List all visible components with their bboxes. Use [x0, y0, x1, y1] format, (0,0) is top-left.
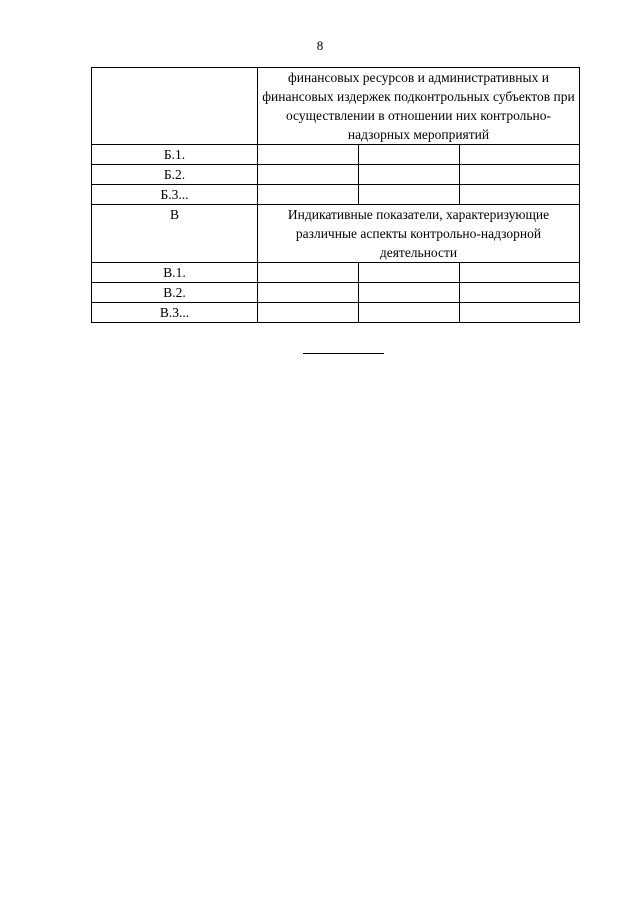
value-cell: [258, 165, 359, 185]
value-cell: [460, 165, 580, 185]
row-code-cell: В.3...: [92, 303, 258, 323]
table-row: [92, 283, 580, 303]
value-cell: [460, 185, 580, 205]
end-separator-line: [303, 353, 384, 354]
value-cell: [460, 263, 580, 283]
value-cell: [359, 283, 460, 303]
value-cell: [359, 185, 460, 205]
value-cell: [359, 303, 460, 323]
table-row-section-header: [92, 205, 580, 263]
table-row: [92, 303, 580, 323]
table-row: [92, 165, 580, 185]
value-cell: [258, 263, 359, 283]
value-cell: [359, 165, 460, 185]
table-row: [92, 185, 580, 205]
value-cell: [258, 283, 359, 303]
row-code-cell: Б.2.: [92, 165, 258, 185]
value-cell: [258, 303, 359, 323]
table-row-continuation: [92, 68, 580, 145]
value-cell: [359, 145, 460, 165]
value-cell: [258, 145, 359, 165]
value-cell: [258, 185, 359, 205]
row-code-cell: Б.1.: [92, 145, 258, 165]
indicator-table: [91, 67, 580, 323]
row-code-cell: В.1.: [92, 263, 258, 283]
continuation-text-cell: финансовых ресурсов и административных и финансовых издержек подконтрольных субъектов при осуществлении в отношении них контрольно-надзорных мероприятий: [258, 68, 580, 145]
value-cell: [359, 263, 460, 283]
value-cell: [460, 303, 580, 323]
section-code-cell: В: [92, 205, 258, 263]
value-cell: [460, 145, 580, 165]
table-row: [92, 145, 580, 165]
page-number: 8: [316, 38, 324, 53]
section-title-cell: Индикативные показатели, характеризующие различные аспекты контрольно-надзорной деятельности: [258, 205, 580, 263]
row-code-cell: Б.3...: [92, 185, 258, 205]
value-cell: [460, 283, 580, 303]
table-row: [92, 263, 580, 283]
continuation-code-cell: [92, 68, 258, 145]
row-code-cell: В.2.: [92, 283, 258, 303]
